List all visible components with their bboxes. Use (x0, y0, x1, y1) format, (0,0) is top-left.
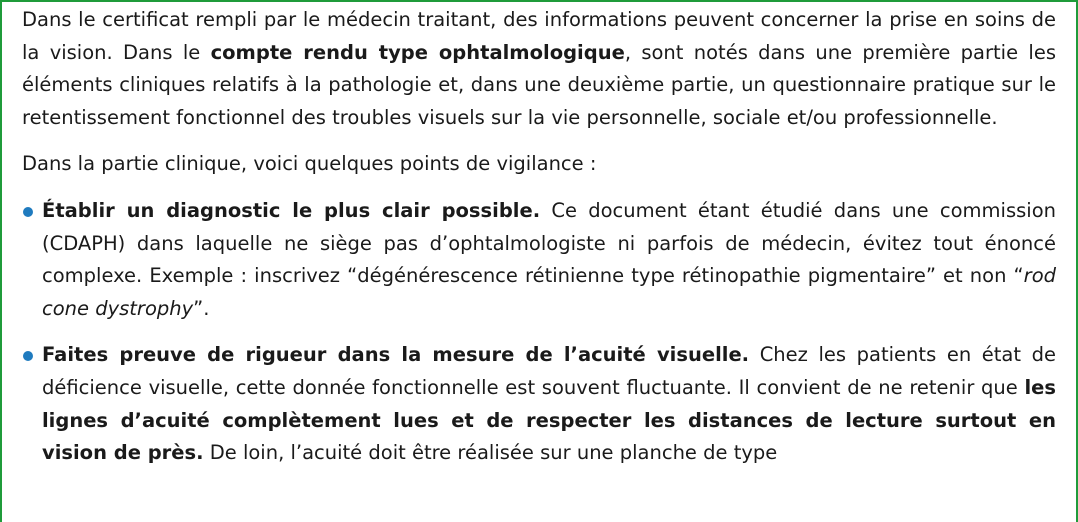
bullet1-italic-term: rod cone dystrophy (42, 264, 1056, 320)
bullet2-bold-rule: les lignes d’acuité complètement lues et de respecter les distances de lecture surtout en vision de près. (42, 375, 1056, 465)
bullet2-heading: Faites preuve de rigueur dans la mesure de l’acuité visuelle. (42, 343, 750, 367)
intro-text-start: Dans le certificat rempli par le médecin traitant, des informations peuvent concerner la prise en soins de la vision. Dans le (22, 8, 1056, 64)
bullet-dot-icon (23, 351, 33, 361)
bullet2-text-start: Chez les patients en état de déficience visuelle, cette donnée fonctionnelle est souvent fluctuante. Il convient de ne retenir que (42, 343, 1056, 399)
bullet1-text: Ce document étant étudié dans une commission (CDAPH) dans laquelle ne siège pas d’ophtalmologiste ni parfois de médecin, évitez tout énoncé complexe. Exemple : inscrivez “dégénérescence rétinienne type rétinopathie pigmentaire” et non “ (42, 198, 1056, 288)
document-body (22, 4, 1056, 484)
intro-text-end: , sont notés dans une première partie les éléments cliniques relatifs à la pathologie et, dans une deuxième partie, un questionnaire pratique sur le retentissement fonctionnel des troubles visuels sur la vie personnelle, sociale et/ou professionnelle. (22, 40, 1056, 129)
bullet1-heading: Établir un diagnostic le plus clair possible. (42, 198, 541, 222)
vigilance-intro: Dans la partie clinique, voici quelques points de vigilance : (22, 152, 597, 176)
bullet-dot-icon (23, 207, 33, 217)
bullet2-text-end: De loin, l’acuité doit être réalisée sur une planche de type (203, 441, 778, 465)
bullet1-end: ”. (193, 296, 210, 320)
intro-paragraph (22, 4, 1056, 134)
bullet-item-acuite (22, 339, 1056, 469)
bullet-item-diagnostic (22, 195, 1056, 325)
intro-bold-term: compte rendu type ophtalmologique (210, 40, 625, 64)
